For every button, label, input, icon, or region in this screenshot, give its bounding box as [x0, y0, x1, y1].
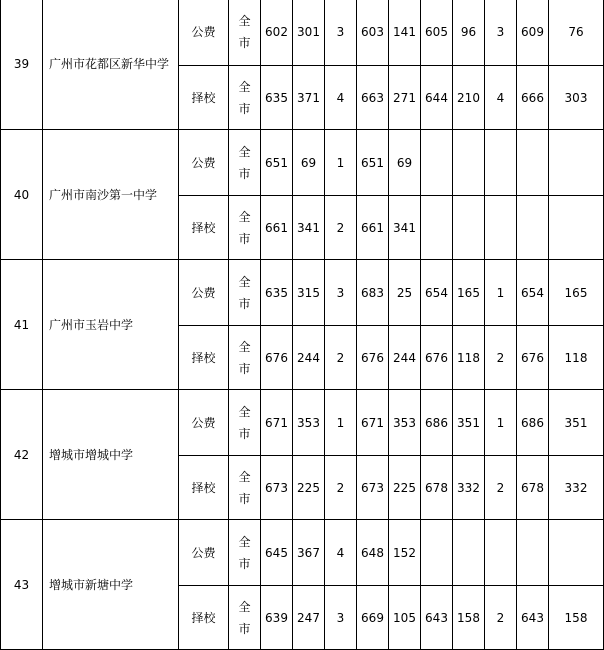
score-cell: 165 [453, 260, 485, 326]
row-index: 39 [1, 0, 43, 130]
score-cell: 686 [421, 390, 453, 456]
score-cell: 118 [453, 326, 485, 390]
score-cell: 2 [485, 456, 517, 520]
score-cell: 683 [357, 260, 389, 326]
enrollment-type: 择校 [179, 586, 229, 650]
score-cell [485, 130, 517, 196]
score-cell: 152 [389, 520, 421, 586]
enrollment-type: 公费 [179, 390, 229, 456]
area-cell: 全 市 [229, 520, 261, 586]
count-cell: 76 [549, 0, 604, 66]
score-cell: 639 [261, 586, 293, 650]
score-cell [453, 196, 485, 260]
score-cell: 271 [389, 66, 421, 130]
table-row [1, 260, 604, 326]
score-cell: 673 [357, 456, 389, 520]
score-cell: 353 [389, 390, 421, 456]
score-cell: 341 [293, 196, 325, 260]
count-cell: 118 [549, 326, 604, 390]
score-cell: 3 [485, 0, 517, 66]
count-cell: 303 [549, 66, 604, 130]
score-cell: 210 [453, 66, 485, 130]
school-name: 广州市玉岩中学 [43, 260, 179, 390]
row-index: 42 [1, 390, 43, 520]
row-index: 43 [1, 520, 43, 650]
enrollment-type: 择校 [179, 196, 229, 260]
count-cell [549, 520, 604, 586]
score-cell: 605 [421, 0, 453, 66]
school-name: 增城市增城中学 [43, 390, 179, 520]
score-cell: 341 [389, 196, 421, 260]
score-cell: 351 [453, 390, 485, 456]
score-cell: 105 [389, 586, 421, 650]
score-cell: 2 [485, 326, 517, 390]
score-cell: 3 [325, 0, 357, 66]
score-cell [517, 130, 549, 196]
score-cell: 367 [293, 520, 325, 586]
enrollment-type: 择校 [179, 66, 229, 130]
score-cell: 69 [293, 130, 325, 196]
score-cell: 225 [293, 456, 325, 520]
score-cell: 332 [453, 456, 485, 520]
enrollment-type: 公费 [179, 130, 229, 196]
score-cell: 158 [453, 586, 485, 650]
score-cell [453, 520, 485, 586]
score-cell: 69 [389, 130, 421, 196]
score-cell: 635 [261, 66, 293, 130]
score-cell [517, 196, 549, 260]
school-name: 广州市南沙第一中学 [43, 130, 179, 260]
row-index: 41 [1, 260, 43, 390]
score-cell: 1 [325, 130, 357, 196]
table-body [1, 0, 604, 650]
score-cell [421, 196, 453, 260]
score-cell: 676 [357, 326, 389, 390]
score-cell [485, 520, 517, 586]
score-cell: 2 [325, 196, 357, 260]
score-cell: 663 [357, 66, 389, 130]
score-cell: 654 [421, 260, 453, 326]
table-row [1, 390, 604, 456]
enrollment-type: 公费 [179, 0, 229, 66]
area-cell: 全 市 [229, 0, 261, 66]
score-cell: 247 [293, 586, 325, 650]
area-cell: 全 市 [229, 586, 261, 650]
score-cell: 686 [517, 390, 549, 456]
score-cell: 661 [261, 196, 293, 260]
score-cell: 651 [261, 130, 293, 196]
count-cell: 332 [549, 456, 604, 520]
score-cell: 676 [421, 326, 453, 390]
score-cell: 651 [357, 130, 389, 196]
school-name: 增城市新塘中学 [43, 520, 179, 650]
score-cell: 4 [485, 66, 517, 130]
score-cell: 602 [261, 0, 293, 66]
area-cell: 全 市 [229, 130, 261, 196]
score-cell [421, 130, 453, 196]
score-cell: 141 [389, 0, 421, 66]
count-cell [549, 196, 604, 260]
score-cell: 676 [517, 326, 549, 390]
area-cell: 全 市 [229, 66, 261, 130]
score-cell [453, 130, 485, 196]
score-cell: 678 [421, 456, 453, 520]
area-cell: 全 市 [229, 326, 261, 390]
score-cell: 635 [261, 260, 293, 326]
score-cell: 645 [261, 520, 293, 586]
score-cell: 371 [293, 66, 325, 130]
count-cell: 158 [549, 586, 604, 650]
enrollment-type: 择校 [179, 456, 229, 520]
score-cell: 661 [357, 196, 389, 260]
score-cell: 3 [325, 260, 357, 326]
score-cell: 603 [357, 0, 389, 66]
score-cell: 25 [389, 260, 421, 326]
score-cell [421, 520, 453, 586]
enrollment-type: 择校 [179, 326, 229, 390]
score-cell: 301 [293, 0, 325, 66]
score-cell: 678 [517, 456, 549, 520]
score-cell: 676 [261, 326, 293, 390]
area-cell: 全 市 [229, 390, 261, 456]
score-cell: 1 [485, 260, 517, 326]
enrollment-type: 公费 [179, 260, 229, 326]
table-row [1, 130, 604, 196]
score-cell: 643 [517, 586, 549, 650]
school-name: 广州市花都区新华中学 [43, 0, 179, 130]
area-cell: 全 市 [229, 196, 261, 260]
score-cell [485, 196, 517, 260]
score-cell: 671 [357, 390, 389, 456]
score-cell: 643 [421, 586, 453, 650]
score-cell: 244 [389, 326, 421, 390]
score-cell: 353 [293, 390, 325, 456]
score-cell: 669 [357, 586, 389, 650]
table-row [1, 520, 604, 586]
score-cell: 644 [421, 66, 453, 130]
score-cell: 4 [325, 520, 357, 586]
score-cell: 3 [325, 586, 357, 650]
score-cell: 315 [293, 260, 325, 326]
enrollment-type: 公费 [179, 520, 229, 586]
score-cell: 2 [485, 586, 517, 650]
score-cell: 648 [357, 520, 389, 586]
score-cell: 609 [517, 0, 549, 66]
table-row [1, 0, 604, 66]
score-cell: 225 [389, 456, 421, 520]
area-cell: 全 市 [229, 260, 261, 326]
score-cell: 654 [517, 260, 549, 326]
score-cell [517, 520, 549, 586]
score-cell: 1 [325, 390, 357, 456]
score-cell: 2 [325, 326, 357, 390]
count-cell [549, 130, 604, 196]
count-cell: 165 [549, 260, 604, 326]
score-cell: 4 [325, 66, 357, 130]
score-cell: 673 [261, 456, 293, 520]
score-cell: 2 [325, 456, 357, 520]
count-cell: 351 [549, 390, 604, 456]
row-index: 40 [1, 130, 43, 260]
area-cell: 全 市 [229, 456, 261, 520]
score-cell: 244 [293, 326, 325, 390]
score-cell: 671 [261, 390, 293, 456]
score-cell: 666 [517, 66, 549, 130]
score-cell: 96 [453, 0, 485, 66]
score-cell: 1 [485, 390, 517, 456]
